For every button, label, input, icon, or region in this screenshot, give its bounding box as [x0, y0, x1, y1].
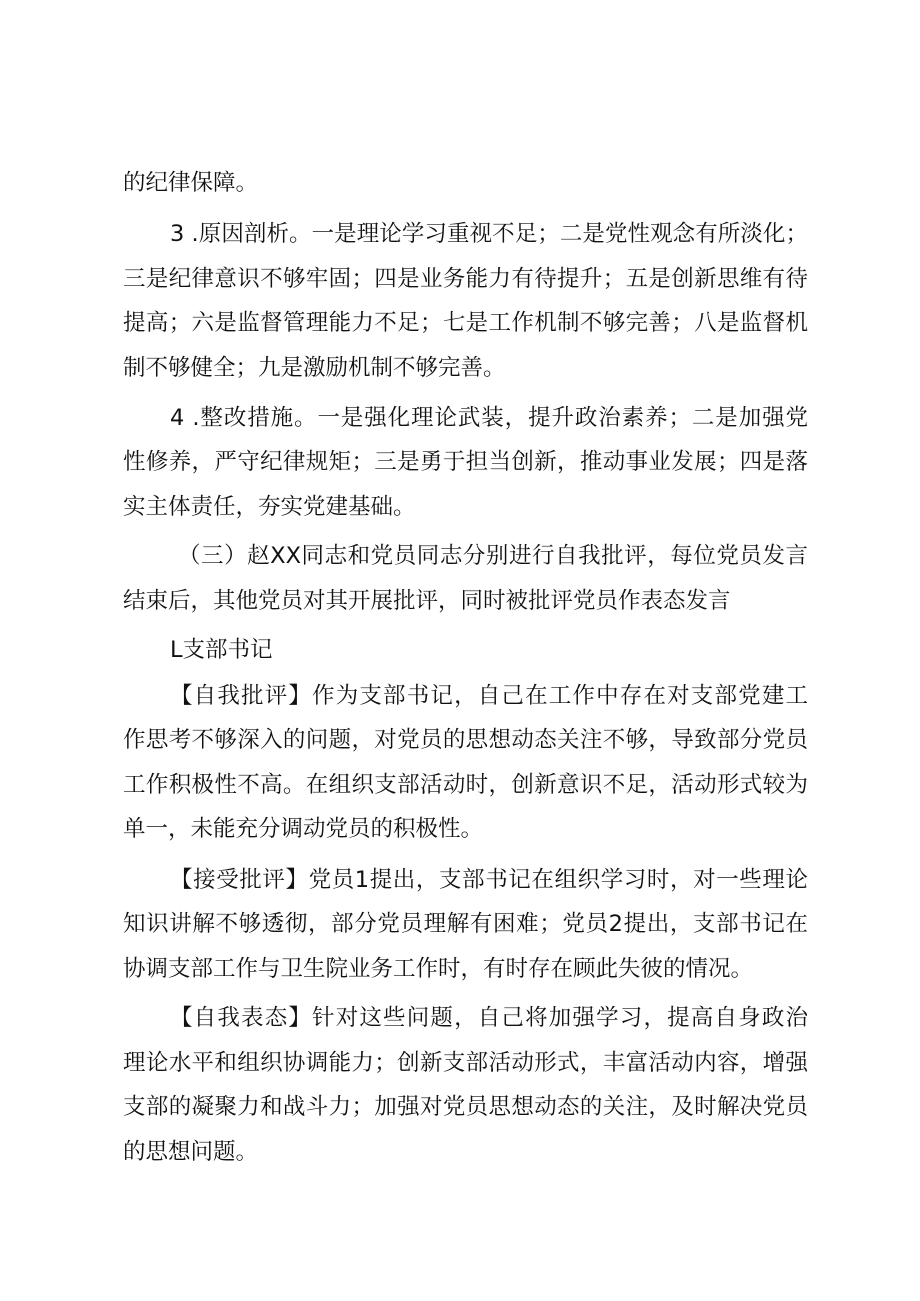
text-line: 提高；六是监督管理能力不足；七是工作机制不够完善；八是监督机 — [123, 310, 808, 336]
text-line: 支部的凝聚力和战斗力；加强对党员思想动态的关注，及时解决党员 — [123, 1094, 808, 1120]
text-line: 结束后，其他党员对其开展批评，同时被批评党员作表态发言 — [123, 588, 731, 614]
text-line: 4 .整改措施。一是强化理论武装，提升政治素养；二是加强党 — [170, 405, 808, 431]
text-line: 理论水平和组织协调能力；创新支部活动形式，丰富活动内容，增强 — [123, 1050, 808, 1076]
text-line: 协调支部工作与卫生院业务工作时，有时存在顾此失彼的情况。 — [123, 956, 754, 982]
text-line: 的思想问题。 — [123, 1139, 259, 1165]
section-heading: L支部书记 — [170, 637, 273, 663]
text-line: 性修养，严守纪律规矩；三是勇于担当创新，推动事业发展；四是落 — [123, 449, 808, 475]
text-line: 实主体责任，夯实党建基础。 — [123, 494, 416, 520]
text-line: 作思考不够深入的问题，对党员的思想动态关注不够，导致部分党员 — [123, 727, 808, 753]
text-line: 【接受批评】党员1提出，支部书记在组织学习时，对一些理论 — [170, 867, 808, 893]
text-line: 单一，未能充分调动党员的积极性。 — [123, 816, 484, 842]
text-line: 3 .原因剖析。一是理论学习重视不足；二是党性观念有所淡化； — [170, 221, 808, 247]
text-line: 【自我批评】作为支部书记，自己在工作中存在对支部党建工 — [170, 683, 808, 709]
text-line: 知识讲解不够透彻，部分党员理解有困难；党员2提出，支部书记在 — [123, 911, 808, 937]
text-line: 工作积极性不高。在组织支部活动时，创新意识不足，活动形式较为 — [123, 772, 808, 798]
text-line: （三）赵XX同志和党员同志分别进行自我批评，每位党员发言 — [178, 543, 808, 569]
text-line: 制不够健全；九是激励机制不够完善。 — [123, 355, 506, 381]
text-line: 的纪律保障。 — [123, 170, 259, 196]
text-line: 【自我表态】针对这些问题，自己将加强学习，提高自身政治 — [170, 1005, 808, 1031]
text-line: 三是纪律意识不够牢固；四是业务能力有待提升；五是创新思维有待 — [123, 266, 808, 292]
